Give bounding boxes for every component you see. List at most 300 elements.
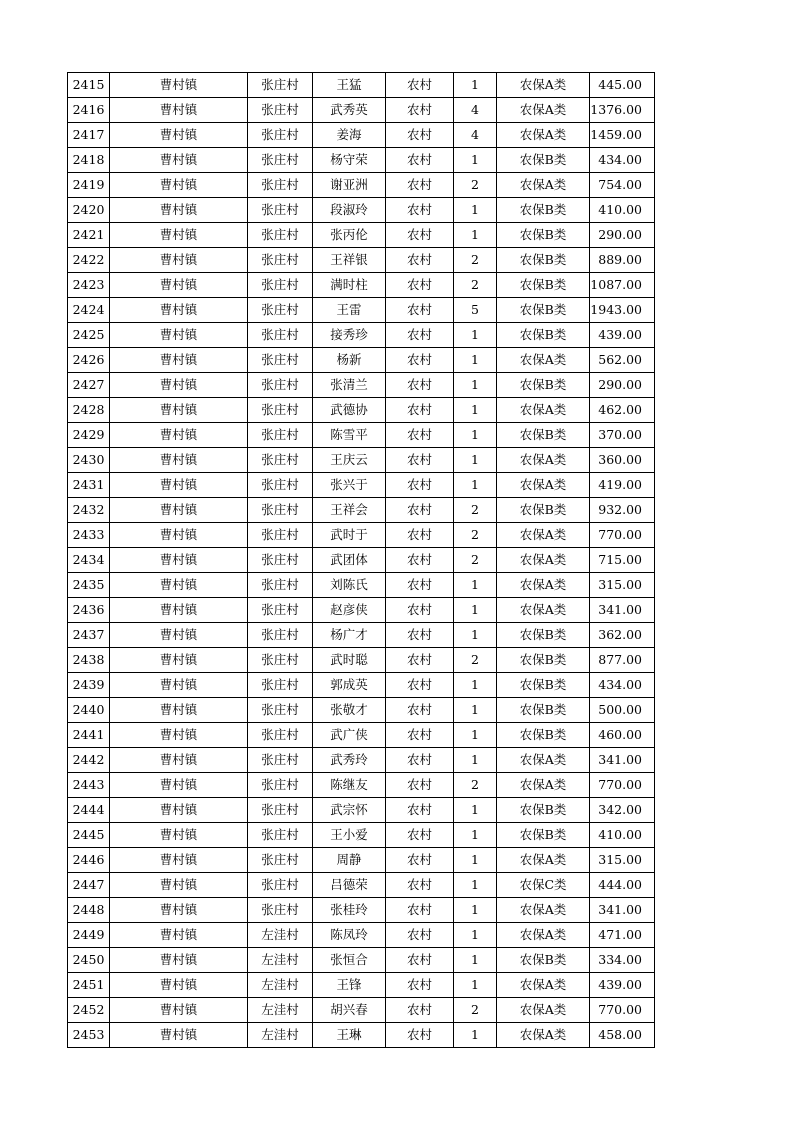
- name-cell: 周静: [313, 848, 386, 873]
- amount-cell: 341.00: [590, 598, 655, 623]
- amount-cell: 460.00: [590, 723, 655, 748]
- table-row: [68, 748, 655, 773]
- village-cell: 张庄村: [248, 198, 313, 223]
- village-cell: 张庄村: [248, 448, 313, 473]
- village-cell: 左洼村: [248, 973, 313, 998]
- area-type-cell: 农村: [386, 298, 454, 323]
- insurance-class-cell: 农保A类: [497, 398, 590, 423]
- table-row: [68, 73, 655, 98]
- household-size-cell: 2: [454, 273, 497, 298]
- amount-cell: 715.00: [590, 548, 655, 573]
- insurance-class-cell: 农保B类: [497, 273, 590, 298]
- name-cell: 王雷: [313, 298, 386, 323]
- village-cell: 张庄村: [248, 623, 313, 648]
- household-size-cell: 1: [454, 373, 497, 398]
- name-cell: 段淑玲: [313, 198, 386, 223]
- table-row: [68, 373, 655, 398]
- table-row: [68, 523, 655, 548]
- village-cell: 张庄村: [248, 73, 313, 98]
- town-cell: 曹村镇: [110, 148, 248, 173]
- amount-cell: 1459.00: [590, 123, 655, 148]
- insurance-class-cell: 农保B类: [497, 498, 590, 523]
- name-cell: 王琳: [313, 1023, 386, 1048]
- amount-cell: 1376.00: [590, 98, 655, 123]
- town-cell: 曹村镇: [110, 98, 248, 123]
- insurance-class-cell: 农保A类: [497, 748, 590, 773]
- town-cell: 曹村镇: [110, 273, 248, 298]
- table-row: [68, 698, 655, 723]
- amount-cell: 315.00: [590, 573, 655, 598]
- household-size-cell: 1: [454, 1023, 497, 1048]
- name-cell: 刘陈氏: [313, 573, 386, 598]
- area-type-cell: 农村: [386, 598, 454, 623]
- amount-cell: 1943.00: [590, 298, 655, 323]
- insurance-class-cell: 农保B类: [497, 248, 590, 273]
- area-type-cell: 农村: [386, 223, 454, 248]
- amount-cell: 410.00: [590, 198, 655, 223]
- town-cell: 曹村镇: [110, 973, 248, 998]
- area-type-cell: 农村: [386, 973, 454, 998]
- table-row: [68, 398, 655, 423]
- amount-cell: 877.00: [590, 648, 655, 673]
- village-cell: 左洼村: [248, 998, 313, 1023]
- village-cell: 张庄村: [248, 898, 313, 923]
- area-type-cell: 农村: [386, 823, 454, 848]
- insurance-class-cell: 农保A类: [497, 98, 590, 123]
- insurance-class-cell: 农保A类: [497, 898, 590, 923]
- area-type-cell: 农村: [386, 73, 454, 98]
- village-cell: 张庄村: [248, 823, 313, 848]
- row-number-cell: 2426: [68, 348, 110, 373]
- table-row: [68, 798, 655, 823]
- village-cell: 张庄村: [248, 848, 313, 873]
- area-type-cell: 农村: [386, 473, 454, 498]
- household-size-cell: 1: [454, 598, 497, 623]
- name-cell: 武团体: [313, 548, 386, 573]
- name-cell: 王小爱: [313, 823, 386, 848]
- row-number-cell: 2422: [68, 248, 110, 273]
- row-number-cell: 2417: [68, 123, 110, 148]
- row-number-cell: 2446: [68, 848, 110, 873]
- amount-cell: 290.00: [590, 373, 655, 398]
- town-cell: 曹村镇: [110, 798, 248, 823]
- town-cell: 曹村镇: [110, 473, 248, 498]
- town-cell: 曹村镇: [110, 723, 248, 748]
- amount-cell: 341.00: [590, 898, 655, 923]
- name-cell: 张敬才: [313, 698, 386, 723]
- household-size-cell: 1: [454, 323, 497, 348]
- row-number-cell: 2452: [68, 998, 110, 1023]
- area-type-cell: 农村: [386, 773, 454, 798]
- village-cell: 张庄村: [248, 223, 313, 248]
- village-cell: 张庄村: [248, 323, 313, 348]
- area-type-cell: 农村: [386, 723, 454, 748]
- town-cell: 曹村镇: [110, 698, 248, 723]
- town-cell: 曹村镇: [110, 623, 248, 648]
- town-cell: 曹村镇: [110, 873, 248, 898]
- village-cell: 左洼村: [248, 923, 313, 948]
- table-row: [68, 873, 655, 898]
- town-cell: 曹村镇: [110, 298, 248, 323]
- table-row: [68, 623, 655, 648]
- name-cell: 武时聪: [313, 648, 386, 673]
- area-type-cell: 农村: [386, 998, 454, 1023]
- household-size-cell: 1: [454, 798, 497, 823]
- amount-cell: 932.00: [590, 498, 655, 523]
- name-cell: 吕德荣: [313, 873, 386, 898]
- insurance-class-cell: 农保B类: [497, 723, 590, 748]
- household-size-cell: 2: [454, 248, 497, 273]
- household-size-cell: 1: [454, 698, 497, 723]
- insurance-class-cell: 农保B类: [497, 423, 590, 448]
- table-row: [68, 923, 655, 948]
- household-size-cell: 5: [454, 298, 497, 323]
- area-type-cell: 农村: [386, 373, 454, 398]
- table-row: [68, 948, 655, 973]
- area-type-cell: 农村: [386, 798, 454, 823]
- area-type-cell: 农村: [386, 423, 454, 448]
- village-cell: 张庄村: [248, 473, 313, 498]
- area-type-cell: 农村: [386, 248, 454, 273]
- town-cell: 曹村镇: [110, 773, 248, 798]
- household-size-cell: 1: [454, 823, 497, 848]
- row-number-cell: 2431: [68, 473, 110, 498]
- row-number-cell: 2420: [68, 198, 110, 223]
- town-cell: 曹村镇: [110, 423, 248, 448]
- household-size-cell: 2: [454, 998, 497, 1023]
- amount-cell: 444.00: [590, 873, 655, 898]
- area-type-cell: 农村: [386, 548, 454, 573]
- village-cell: 张庄村: [248, 798, 313, 823]
- town-cell: 曹村镇: [110, 123, 248, 148]
- name-cell: 王锋: [313, 973, 386, 998]
- name-cell: 张恒合: [313, 948, 386, 973]
- row-number-cell: 2418: [68, 148, 110, 173]
- area-type-cell: 农村: [386, 1023, 454, 1048]
- town-cell: 曹村镇: [110, 198, 248, 223]
- amount-cell: 471.00: [590, 923, 655, 948]
- table-row: [68, 723, 655, 748]
- area-type-cell: 农村: [386, 948, 454, 973]
- area-type-cell: 农村: [386, 848, 454, 873]
- table-row: [68, 423, 655, 448]
- household-size-cell: 2: [454, 773, 497, 798]
- village-cell: 张庄村: [248, 548, 313, 573]
- amount-cell: 434.00: [590, 673, 655, 698]
- row-number-cell: 2444: [68, 798, 110, 823]
- row-number-cell: 2437: [68, 623, 110, 648]
- amount-cell: 1087.00: [590, 273, 655, 298]
- area-type-cell: 农村: [386, 873, 454, 898]
- amount-cell: 770.00: [590, 773, 655, 798]
- table-row: [68, 498, 655, 523]
- name-cell: 张清兰: [313, 373, 386, 398]
- amount-cell: 439.00: [590, 323, 655, 348]
- village-cell: 张庄村: [248, 648, 313, 673]
- name-cell: 王祥银: [313, 248, 386, 273]
- row-number-cell: 2423: [68, 273, 110, 298]
- insurance-class-cell: 农保A类: [497, 473, 590, 498]
- insurance-class-cell: 农保B类: [497, 323, 590, 348]
- area-type-cell: 农村: [386, 348, 454, 373]
- village-cell: 张庄村: [248, 573, 313, 598]
- household-size-cell: 1: [454, 748, 497, 773]
- amount-cell: 419.00: [590, 473, 655, 498]
- amount-cell: 770.00: [590, 998, 655, 1023]
- household-size-cell: 1: [454, 198, 497, 223]
- amount-cell: 458.00: [590, 1023, 655, 1048]
- insurance-class-cell: 农保A类: [497, 523, 590, 548]
- village-cell: 张庄村: [248, 498, 313, 523]
- row-number-cell: 2424: [68, 298, 110, 323]
- table-row: [68, 1023, 655, 1048]
- household-size-cell: 1: [454, 448, 497, 473]
- table-row: [68, 973, 655, 998]
- row-number-cell: 2436: [68, 598, 110, 623]
- table-row: [68, 898, 655, 923]
- household-size-cell: 1: [454, 473, 497, 498]
- town-cell: 曹村镇: [110, 498, 248, 523]
- name-cell: 郭成英: [313, 673, 386, 698]
- row-number-cell: 2429: [68, 423, 110, 448]
- insurance-class-cell: 农保B类: [497, 698, 590, 723]
- household-size-cell: 4: [454, 123, 497, 148]
- row-number-cell: 2425: [68, 323, 110, 348]
- area-type-cell: 农村: [386, 923, 454, 948]
- insurance-class-cell: 农保B类: [497, 823, 590, 848]
- household-size-cell: 1: [454, 148, 497, 173]
- town-cell: 曹村镇: [110, 173, 248, 198]
- amount-cell: 315.00: [590, 848, 655, 873]
- table-row: [68, 223, 655, 248]
- area-type-cell: 农村: [386, 498, 454, 523]
- insurance-class-cell: 农保B类: [497, 373, 590, 398]
- area-type-cell: 农村: [386, 173, 454, 198]
- insurance-class-cell: 农保B类: [497, 148, 590, 173]
- area-type-cell: 农村: [386, 573, 454, 598]
- household-size-cell: 1: [454, 573, 497, 598]
- row-number-cell: 2416: [68, 98, 110, 123]
- name-cell: 杨守荣: [313, 148, 386, 173]
- insurance-class-cell: 农保A类: [497, 598, 590, 623]
- table-row: [68, 673, 655, 698]
- table-body: [68, 73, 655, 1048]
- name-cell: 王祥会: [313, 498, 386, 523]
- area-type-cell: 农村: [386, 448, 454, 473]
- name-cell: 陈凤玲: [313, 923, 386, 948]
- table-row: [68, 598, 655, 623]
- village-cell: 张庄村: [248, 523, 313, 548]
- row-number-cell: 2448: [68, 898, 110, 923]
- row-number-cell: 2442: [68, 748, 110, 773]
- household-size-cell: 1: [454, 873, 497, 898]
- amount-cell: 410.00: [590, 823, 655, 848]
- town-cell: 曹村镇: [110, 398, 248, 423]
- row-number-cell: 2419: [68, 173, 110, 198]
- village-cell: 左洼村: [248, 1023, 313, 1048]
- name-cell: 姜海: [313, 123, 386, 148]
- table-row: [68, 998, 655, 1023]
- household-size-cell: 2: [454, 498, 497, 523]
- table-row: [68, 98, 655, 123]
- town-cell: 曹村镇: [110, 673, 248, 698]
- insurance-class-cell: 农保B类: [497, 198, 590, 223]
- name-cell: 谢亚洲: [313, 173, 386, 198]
- town-cell: 曹村镇: [110, 373, 248, 398]
- village-cell: 张庄村: [248, 698, 313, 723]
- amount-cell: 754.00: [590, 173, 655, 198]
- amount-cell: 439.00: [590, 973, 655, 998]
- row-number-cell: 2435: [68, 573, 110, 598]
- insurance-class-cell: 农保A类: [497, 923, 590, 948]
- village-cell: 张庄村: [248, 598, 313, 623]
- name-cell: 陈继友: [313, 773, 386, 798]
- town-cell: 曹村镇: [110, 448, 248, 473]
- village-cell: 张庄村: [248, 123, 313, 148]
- household-size-cell: 1: [454, 723, 497, 748]
- insurance-class-cell: 农保B类: [497, 673, 590, 698]
- table-row: [68, 323, 655, 348]
- table-row: [68, 823, 655, 848]
- insurance-class-cell: 农保A类: [497, 998, 590, 1023]
- name-cell: 武秀英: [313, 98, 386, 123]
- insurance-class-cell: 农保A类: [497, 348, 590, 373]
- household-size-cell: 2: [454, 648, 497, 673]
- town-cell: 曹村镇: [110, 823, 248, 848]
- name-cell: 武秀玲: [313, 748, 386, 773]
- household-size-cell: 1: [454, 898, 497, 923]
- row-number-cell: 2432: [68, 498, 110, 523]
- name-cell: 武宗怀: [313, 798, 386, 823]
- village-cell: 张庄村: [248, 673, 313, 698]
- name-cell: 陈雪平: [313, 423, 386, 448]
- row-number-cell: 2450: [68, 948, 110, 973]
- insurance-class-cell: 农保B类: [497, 298, 590, 323]
- row-number-cell: 2449: [68, 923, 110, 948]
- village-cell: 张庄村: [248, 723, 313, 748]
- row-number-cell: 2433: [68, 523, 110, 548]
- household-size-cell: 1: [454, 848, 497, 873]
- town-cell: 曹村镇: [110, 348, 248, 373]
- name-cell: 王猛: [313, 73, 386, 98]
- area-type-cell: 农村: [386, 148, 454, 173]
- table-row: [68, 648, 655, 673]
- household-size-cell: 1: [454, 923, 497, 948]
- insurance-class-cell: 农保A类: [497, 548, 590, 573]
- area-type-cell: 农村: [386, 648, 454, 673]
- insurance-class-cell: 农保A类: [497, 773, 590, 798]
- village-cell: 张庄村: [248, 348, 313, 373]
- insurance-class-cell: 农保A类: [497, 173, 590, 198]
- row-number-cell: 2428: [68, 398, 110, 423]
- insurance-class-cell: 农保A类: [497, 848, 590, 873]
- village-cell: 张庄村: [248, 148, 313, 173]
- insurance-class-cell: 农保A类: [497, 1023, 590, 1048]
- town-cell: 曹村镇: [110, 748, 248, 773]
- amount-cell: 362.00: [590, 623, 655, 648]
- town-cell: 曹村镇: [110, 248, 248, 273]
- amount-cell: 445.00: [590, 73, 655, 98]
- insurance-class-cell: 农保B类: [497, 798, 590, 823]
- town-cell: 曹村镇: [110, 598, 248, 623]
- town-cell: 曹村镇: [110, 548, 248, 573]
- name-cell: 武广侠: [313, 723, 386, 748]
- table-row: [68, 273, 655, 298]
- table-row: [68, 148, 655, 173]
- insurance-class-cell: 农保B类: [497, 623, 590, 648]
- insurance-class-cell: 农保A类: [497, 573, 590, 598]
- insurance-class-cell: 农保C类: [497, 873, 590, 898]
- town-cell: 曹村镇: [110, 223, 248, 248]
- row-number-cell: 2440: [68, 698, 110, 723]
- amount-cell: 770.00: [590, 523, 655, 548]
- household-size-cell: 1: [454, 398, 497, 423]
- row-number-cell: 2443: [68, 773, 110, 798]
- name-cell: 接秀珍: [313, 323, 386, 348]
- town-cell: 曹村镇: [110, 523, 248, 548]
- town-cell: 曹村镇: [110, 898, 248, 923]
- row-number-cell: 2438: [68, 648, 110, 673]
- village-cell: 张庄村: [248, 373, 313, 398]
- table-row: [68, 198, 655, 223]
- household-size-cell: 1: [454, 973, 497, 998]
- row-number-cell: 2441: [68, 723, 110, 748]
- household-size-cell: 4: [454, 98, 497, 123]
- insurance-class-cell: 农保A类: [497, 973, 590, 998]
- town-cell: 曹村镇: [110, 848, 248, 873]
- village-cell: 张庄村: [248, 423, 313, 448]
- village-cell: 张庄村: [248, 748, 313, 773]
- insurance-class-cell: 农保A类: [497, 448, 590, 473]
- village-cell: 张庄村: [248, 773, 313, 798]
- name-cell: 张桂玲: [313, 898, 386, 923]
- town-cell: 曹村镇: [110, 923, 248, 948]
- row-number-cell: 2439: [68, 673, 110, 698]
- name-cell: 满时柱: [313, 273, 386, 298]
- table-row: [68, 473, 655, 498]
- area-type-cell: 农村: [386, 623, 454, 648]
- name-cell: 张兴于: [313, 473, 386, 498]
- household-size-cell: 1: [454, 73, 497, 98]
- row-number-cell: 2445: [68, 823, 110, 848]
- insurance-class-cell: 农保B类: [497, 948, 590, 973]
- area-type-cell: 农村: [386, 898, 454, 923]
- household-size-cell: 1: [454, 673, 497, 698]
- row-number-cell: 2434: [68, 548, 110, 573]
- amount-cell: 462.00: [590, 398, 655, 423]
- amount-cell: 341.00: [590, 748, 655, 773]
- row-number-cell: 2415: [68, 73, 110, 98]
- area-type-cell: 农村: [386, 123, 454, 148]
- insurance-class-cell: 农保B类: [497, 648, 590, 673]
- row-number-cell: 2430: [68, 448, 110, 473]
- amount-cell: 370.00: [590, 423, 655, 448]
- town-cell: 曹村镇: [110, 73, 248, 98]
- amount-cell: 290.00: [590, 223, 655, 248]
- village-cell: 张庄村: [248, 173, 313, 198]
- town-cell: 曹村镇: [110, 573, 248, 598]
- area-type-cell: 农村: [386, 273, 454, 298]
- table-row: [68, 348, 655, 373]
- insurance-class-cell: 农保A类: [497, 73, 590, 98]
- area-type-cell: 农村: [386, 398, 454, 423]
- town-cell: 曹村镇: [110, 998, 248, 1023]
- village-cell: 张庄村: [248, 248, 313, 273]
- row-number-cell: 2451: [68, 973, 110, 998]
- village-cell: 张庄村: [248, 398, 313, 423]
- area-type-cell: 农村: [386, 698, 454, 723]
- row-number-cell: 2427: [68, 373, 110, 398]
